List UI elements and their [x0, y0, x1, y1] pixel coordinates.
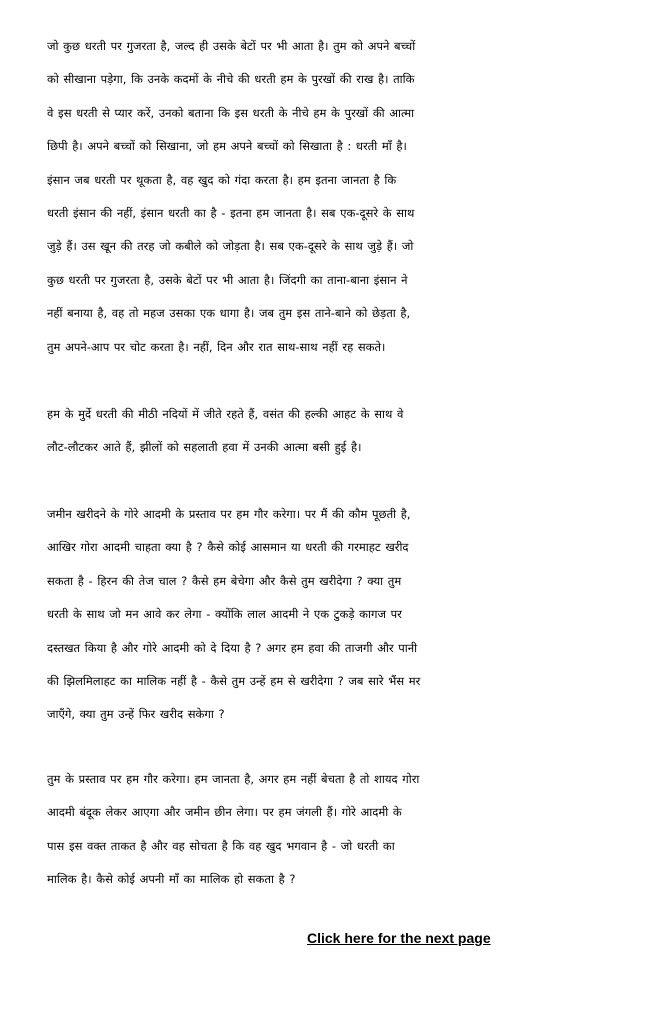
text-line: तुम के प्रस्ताव पर हम गौर करेगा। हम जानता है, अगर हम नहीं बेचता है तो शायद गोरा [47, 772, 420, 786]
text-line: धरती के साथ जो मन आवे कर लेगा - क्योंकि लाल आदमी ने एक टुकड़े कागज पर [47, 607, 402, 622]
text-line: आदमी बंदूक लेकर आएगा और जमीन छीन लेगा। पर हम जंगली हैं। गोरे आदमी के [47, 805, 402, 820]
text-line: कुछ धरती पर गुजरता है, उसके बेटों पर भी आता है। जिंदगी का ताना-बाना इंसान ने [47, 272, 408, 287]
next-page-link[interactable]: Click here for the next page [307, 930, 491, 946]
text-line: जुड़े हैं। उस खून की तरह जो कबीले को जोड़ता है। सब एक-दूसरे के साथ जुड़े हैं। जो [47, 239, 414, 254]
text-line: जाएँगे, क्या तुम उन्हें फिर खरीद सकेगा ? [47, 707, 225, 722]
paragraph-4 [47, 763, 547, 897]
text-line: सकता है - हिरन की तेज चाल ? कैसे हम बेचेगा और कैसे तुम खरीदेगा ? क्या तुम [47, 573, 402, 588]
text-line: को सीखाना पड़ेगा, कि उनके कदमों के नीचे की धरती हम के पुरखों की राख है। ताकि [47, 72, 415, 87]
text-line: छिपी है। अपने बच्चों को सिखाना, जो हम अपने बच्चों को सिखाता है : धरती माँ है। [47, 139, 407, 154]
text-line: दस्तखत किया है और गोरे आदमी को दे दिया है ? अगर हम हवा की ताजगी और पानी [47, 640, 418, 655]
text-line: पास इस वक्त ताकत है और वह सोचता है कि वह खुद भगवान है - जो धरती का [47, 838, 395, 853]
text-line: आखिर गोरा आदमी चाहता क्या है ? कैसे कोई आसमान या धरती की गरमाहट खरीद [47, 540, 409, 555]
text-line: वे इस धरती से प्यार करें, उनको बताना कि इस धरती के नीचे हम के पुरखों की आत्मा [47, 105, 415, 120]
paragraph-2 [47, 398, 547, 465]
paragraph-3 [47, 498, 547, 732]
text-line: तुम अपने-आप पर चोट करता है। नहीं, दिन और रात साथ-साथ नहीं रह सकते। [47, 339, 386, 354]
text-line: लौट-लौटकर आते हैं, झीलों को सहलाती हवा में उनकी आत्मा बसी हुई है। [47, 440, 362, 455]
text-line: जो कुछ धरती पर गुजरता है, जल्द ही उसके बेटों पर भी आता है। तुम को अपने बच्चों [47, 39, 416, 53]
text-line: नहीं बनाया है, वह तो महज उसका एक धागा है। जब तुम इस ताने-बाने को छेड़ता है, [47, 306, 411, 321]
paragraph-1 [47, 30, 547, 364]
text-line: मालिक है। कैसे कोई अपनी माँ का मालिक हो सकता है ? [47, 872, 296, 887]
text-line: धरती इंसान की नहीं, इंसान धरती का है - इतना हम जानता है। सब एक-दूसरे के साथ [47, 206, 415, 221]
text-line: हम के मुर्दे धरती की मीठी नदियों में जीते रहते हैं, वसंत की हल्की आहट के साथ वे [47, 407, 404, 421]
text-line: इंसान जब धरती पर थूकता है, वह खुद को गंदा करता है। हम इतना जानता है कि [47, 172, 397, 187]
text-line: जमीन खरीदने के गोरे आदमी के प्रस्ताव पर हम गौर करेगा। पर मैं की कौम पूछती है, [47, 507, 411, 521]
text-line: की झिलमिलाहट का मालिक नहीं है - कैसे तुम उन्हें हम से खरीदेगा ? जब सारे भैंस मर [47, 674, 421, 689]
